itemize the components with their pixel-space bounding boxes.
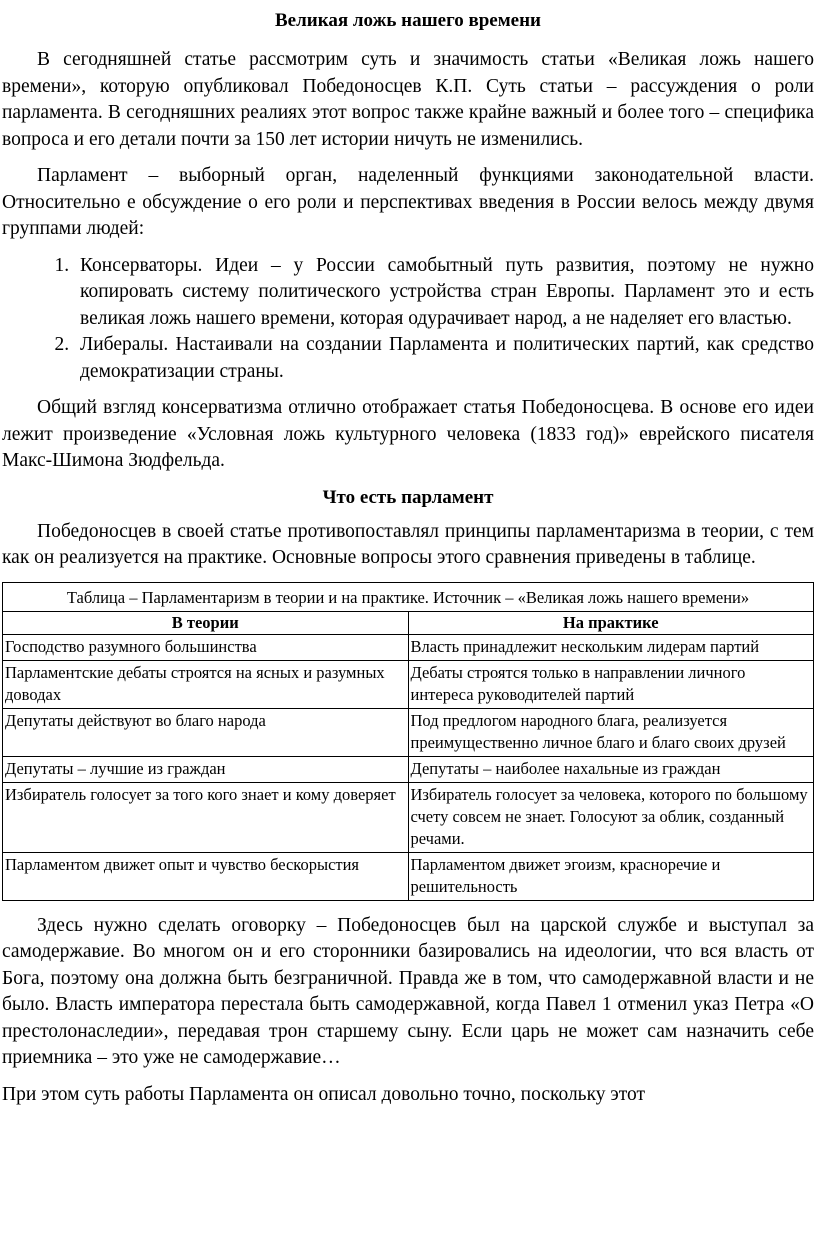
closing-paragraph: При этом суть работы Парламента он описал довольно точно, поскольку этот xyxy=(2,1083,646,1105)
table-cell-practice: Депутаты – наиболее нахальные из граждан xyxy=(408,756,814,782)
table-header-theory: В теории xyxy=(3,611,409,634)
table-row xyxy=(3,756,814,782)
table-row xyxy=(3,782,814,852)
table-cell-practice: Власть принадлежит нескольким лидерам партий xyxy=(408,634,814,660)
table-row xyxy=(3,708,814,756)
groups-list xyxy=(2,253,814,386)
table-row xyxy=(3,634,814,660)
document-title: Великая ложь нашего времени xyxy=(274,10,542,31)
table-caption: Таблица – Парламентаризм в теории и на практике. Источник – «Великая ложь нашего времени» xyxy=(3,582,814,611)
table-cell-practice: Избиратель голосует за человека, которого по большому счету совсем не знает. Голосуют за облик, созданный речами. xyxy=(408,782,814,852)
table-cell-theory: Депутаты – лучшие из граждан xyxy=(3,756,409,782)
intro-paragraph: В сегодняшней статье рассмотрим суть и значимость статьи «Великая ложь нашего времени», которую опубликовал Победоносцев К.П. Суть статьи – рассуждения о роли парламента. В сегодняшних реалиях этот вопрос также крайне важный и более того – специфика вопроса и его детали почти за 150 лет истории ничуть не изменились. xyxy=(2,49,814,150)
conservatism-paragraph: Общий взгляд консерватизма отлично отображает статья Победоносцева. В основе его идеи лежит произведение «Условная ложь культурного человека (1833 год)» еврейского писателя Макс-Шимона Зюдфельда. xyxy=(2,397,814,471)
table-cell-theory: Избиратель голосует за того кого знает и кому доверяет xyxy=(3,782,409,852)
list-item-conservatives: 1. Консерваторы. Идеи – у России самобытный путь развития, поэтому не нужно копировать систему политического устройства стран Европы. Парламент это и есть великая ложь нашего времени, которая одурачивает народ, а не наделяет его властью. xyxy=(74,253,814,333)
table-cell-practice: Дебаты строятся только в направлении личного интереса руководителей партий xyxy=(408,660,814,708)
list-item-liberals: 2. Либералы. Настаивали на создании Парламента и политических партий, как средство демократизации страны. xyxy=(74,332,814,385)
table-cell-practice: Парламентом движет эгоизм, красноречие и решительность xyxy=(408,852,814,900)
table-cell-theory: Господство разумного большинства xyxy=(3,634,409,660)
autocracy-paragraph: Здесь нужно сделать оговорку – Победоносцев был на царской службе и выступал за самодержавие. Во многом он и его сторонники базировались на идеологии, что вся власть от Бога, поэтому она должна быть безграничной. Правда же в том, что самодержавной власти и не было. Власть императора перестала быть самодержавной, когда Павел 1 отменил указ Петра «О престолонаследии», передавая трон старшему сыну. Если царь не может сам назначить себе приемника – это уже не самодержавие… xyxy=(2,914,814,1068)
table-cell-practice: Под предлогом народного блага, реализуется преимущественно личное благо и благо своих друзей xyxy=(408,708,814,756)
table-cell-theory: Парламентом движет опыт и чувство бескорыстия xyxy=(3,852,409,900)
comparison-table xyxy=(2,582,814,901)
table-header-practice: На практике xyxy=(408,611,814,634)
parliament-paragraph: Парламент – выборный орган, наделенный функциями законодательной власти. Относительно е обсуждение о его роли и перспективах введения в России велось между двумя группами людей: xyxy=(2,165,814,239)
section-title: Что есть парламент xyxy=(322,486,494,508)
table-row xyxy=(3,660,814,708)
table-row xyxy=(3,852,814,900)
table-cell-theory: Парламентские дебаты строятся на ясных и разумных доводах xyxy=(3,660,409,708)
comparison-intro-paragraph: Победоносцев в своей статье противопоставлял принципы парламентаризма в теории, с тем как он реализуется на практике. Основные вопросы этого сравнения приведены в таблице. xyxy=(2,520,814,568)
table-cell-theory: Депутаты действуют во благо народа xyxy=(3,708,409,756)
